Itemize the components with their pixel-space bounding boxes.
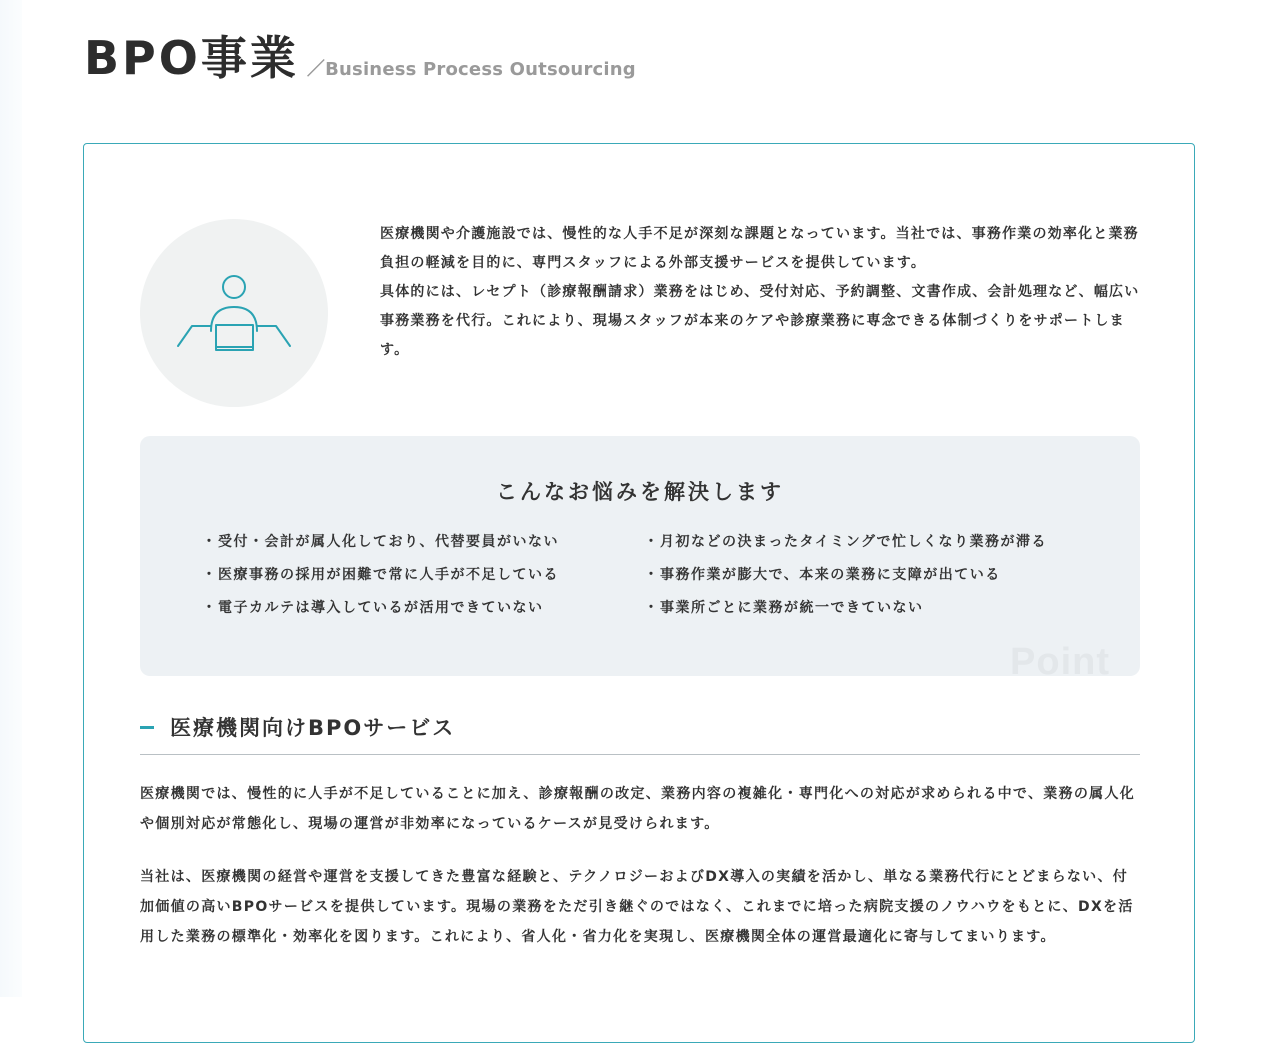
problems-box [140,436,1140,676]
intro-paragraph-1: 医療機関や介護施設では、慢性的な人手不足が深刻な課題となっています。当社では、事務作業の効率化と業務負担の軽減を目的に、専門スタッフによる外部支援サービスを提供しています。 [380,226,1139,271]
bullet-mark: ・ [202,600,218,616]
page-header [84,30,636,86]
content-card [83,143,1195,1043]
section-paragraph-2: 当社は、医療機関の経営や運営を支援してきた豊富な経験と、テクノロジーおよびDX導入の実績を活かし、単なる業務代行にとどまらない、付加価値の高いBPOサービスを提供しています。現場の業務をただ引き継ぐのではなく、これまでに培った病院支援のノウハウをもとに、DXを活用した業務の標準化・効率化を図ります。これにより、省人化・省力化を実現し、医療機関全体の運営最適化に寄与してまいります。 [140,869,1134,945]
section-paragraph-1: 医療機関では、慢性的に人手が不足していることに加え、診療報酬の改定、業務内容の複雑化・専門化への対応が求められる中で、業務の属人化や個別対応が常態化し、現場の運営が非効率になっているケースが見受けられます。 [140,786,1136,832]
list-item [644,565,1102,586]
section-body-1 [140,779,1140,839]
list-item [644,532,1102,553]
problems-title: こんなお悩みを解決します [496,480,784,504]
list-item [202,565,644,586]
list-item-text: 医療事務の採用が困難で常に人手が不足している [218,567,559,583]
list-item [202,532,644,553]
intro-text [380,220,1150,365]
intro-illustration [140,219,328,407]
list-item [644,598,1102,619]
section-dash-mark [140,726,154,729]
bullet-mark: ・ [202,534,218,550]
point-watermark: Point [1010,641,1110,676]
page-subtitle: ／Business Process Outsourcing [306,59,636,80]
intro-paragraph-2: 具体的には、レセプト（診療報酬請求）業務をはじめ、受付対応、予約調整、文書作成、会計処理など、幅広い事務業務を代行。これにより、現場スタッフが本来のケアや診療業務に専念できる体制づくりをサポートします。 [380,284,1140,358]
section-heading [140,707,1140,755]
list-item-text: 月初などの決まったタイミングで忙しくなり業務が滞る [660,534,1047,550]
list-item-text: 電子カルテは導入しているが活用できていない [218,600,544,616]
list-item-text: 受付・会計が属人化しており、代替要員がいない [218,534,559,550]
bullet-mark: ・ [644,567,660,583]
page-title: BPO事業 [84,31,299,85]
section-body-2 [140,862,1140,952]
bullet-mark: ・ [644,600,660,616]
section-title: 医療機関向けBPOサービス [170,715,456,740]
page-background-edge [0,0,22,997]
bullet-mark: ・ [202,567,218,583]
problems-list [202,532,1102,619]
list-item-text: 事業所ごとに業務が統一できていない [660,600,924,616]
list-item-text: 事務作業が膨大で、本来の業務に支障が出ている [660,567,1001,583]
bullet-mark: ・ [644,534,660,550]
person-at-laptop-icon [140,219,328,407]
list-item [202,598,644,619]
